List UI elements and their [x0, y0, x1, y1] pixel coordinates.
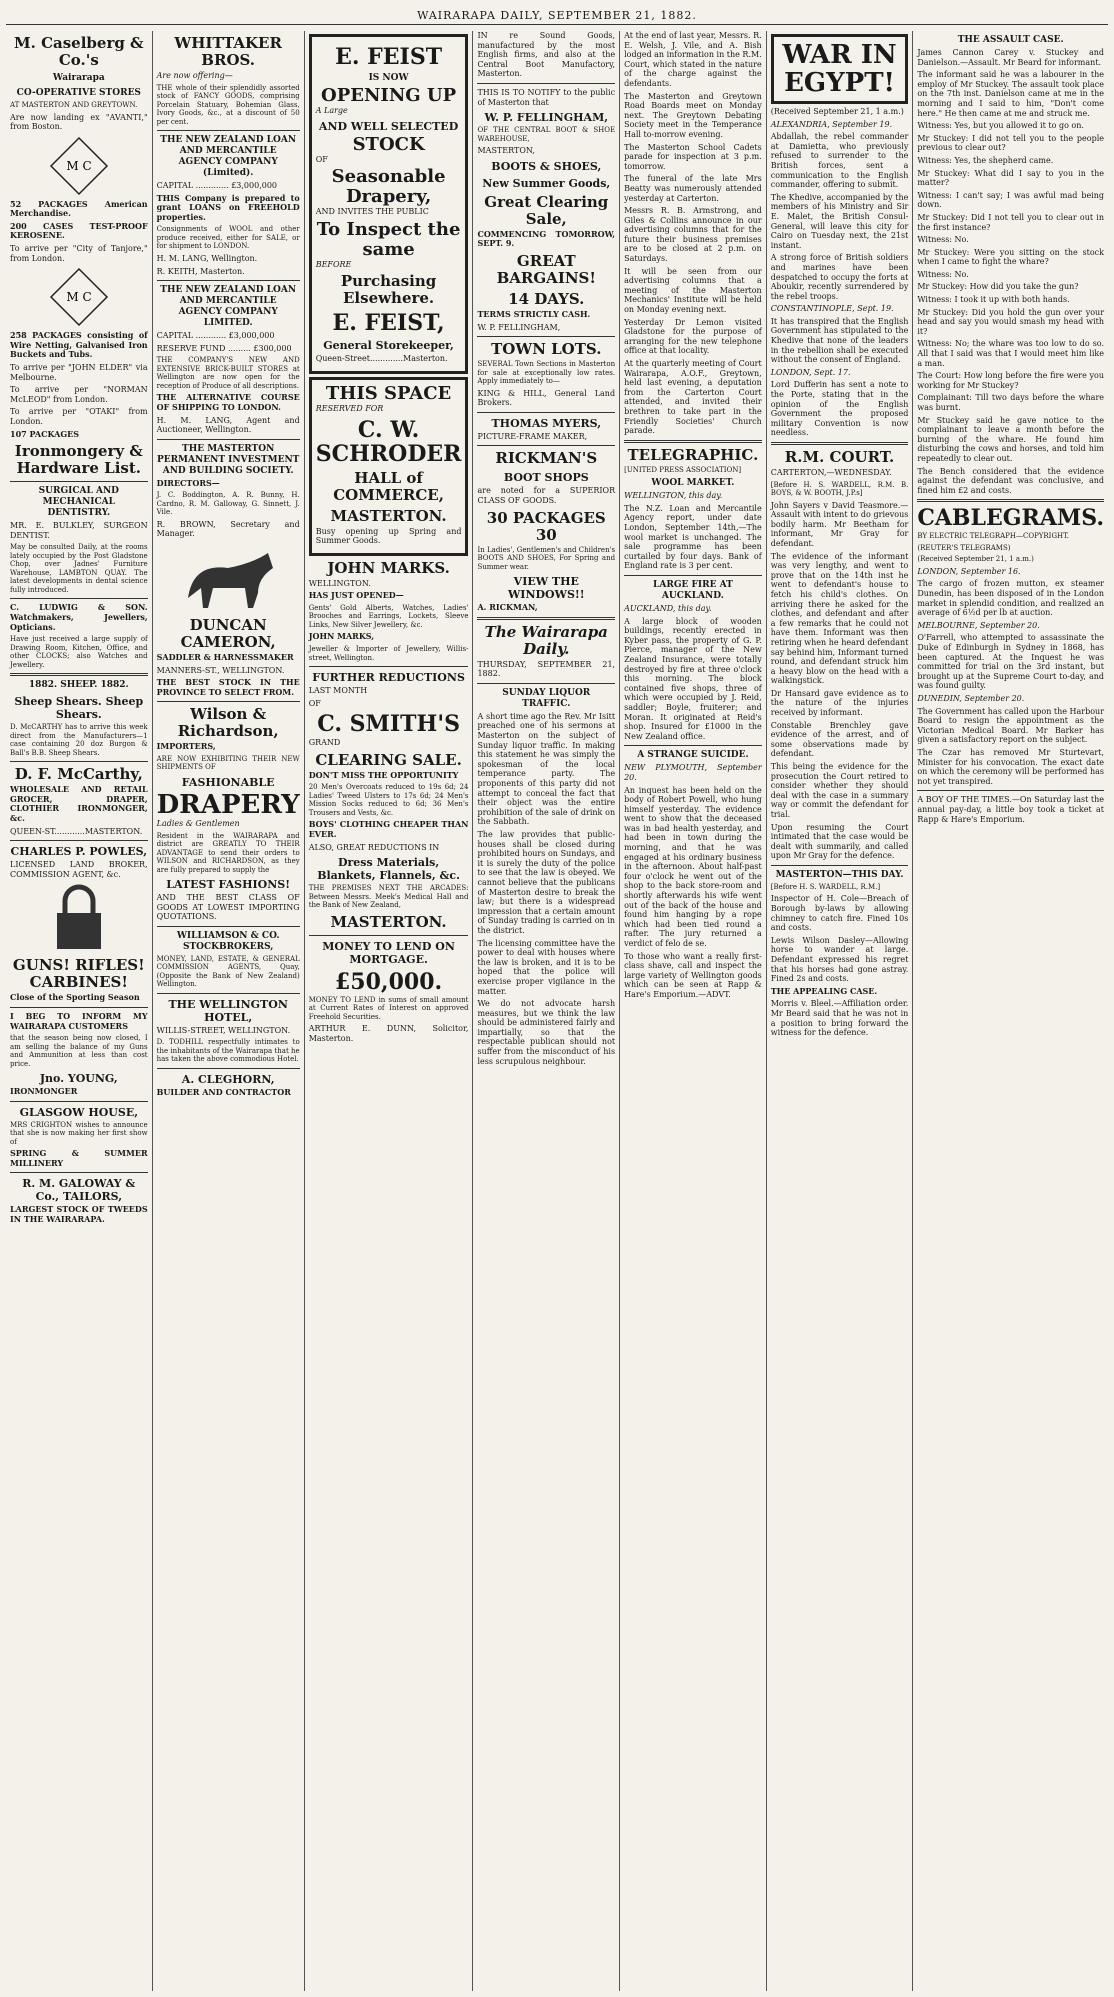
bank-lang-2: H. M. LANG, Agent and Auctioneer, Wellington. — [156, 415, 300, 435]
young-trade: IRONMONGER — [10, 1086, 78, 1097]
mccarthy-heading: D. F. McCarthy, — [14, 765, 143, 784]
feist-seasonable: Seasonable Drapery, — [331, 166, 446, 208]
fellingham-summer: New Summer Goods, — [482, 176, 611, 190]
galloway-heading: R. M. GALOWAY & Co., TAILORS, — [22, 1177, 136, 1204]
avanti-arrival: Are now landing ex "AVANTI," from Boston. — [10, 112, 148, 132]
williamson-heading: WILLIAMSON & CO. STOCKBROKERS, — [176, 930, 280, 952]
cable-melbourne: MELBOURNE, September 20. — [917, 620, 1040, 630]
london-dateline: LONDON, Sept. 17. — [770, 367, 851, 377]
telegraphic-heading: TELEGRAPHIC. — [627, 445, 759, 464]
svg-text:M C: M C — [66, 290, 92, 305]
bank-capital-2: CAPITAL ............ £3,000,000 — [156, 331, 275, 341]
svg-text:M C: M C — [66, 158, 92, 173]
ironmongery-list: Ironmongery & Hardware List. — [14, 442, 143, 478]
funeral-notice: The funeral of the late Mrs Beatty was numerously attended yesterday at Carterton. — [624, 174, 762, 203]
bank-keith: R. KEITH, Masterton. — [156, 266, 245, 276]
feist-ad — [309, 34, 469, 374]
dunn-solicitor: ARTHUR E. DUNN, Solicitor, Masterton. — [308, 1024, 469, 1043]
norman-mcleod: To arrive per "NORMAN McLEOD" from London. — [10, 385, 148, 404]
whittaker-offering: Are now offering— — [156, 71, 233, 80]
suicide-heading: A STRANGE SUICIDE. — [637, 750, 749, 761]
column-4: IN re Sound Goods, manufactured by the most English firms, and also at the Central Boot Manufactory, Masterton. THIS IS TO NOTIFY to the public of Masterton that W. P. FELLINGHAM, OF THE CENTRAL BOOT & SHOE WAREHOUSE, MASTERTON, BOOTS & SHOES, New Summer Goods, Great Clearing Sale, COMMENCING TOMORROW, SEPT. 9. GREAT BARGAINS! 14 DAYS. TERMS STRICTLY CASH. W. P. FELLINGHAM, TOWN LOTS. SEVERAL Town Sections in Masterton for sale at exceptionally low rates. Apply immediately to— KING & HILL, General Land Brokers. THOMAS MYERS, PICTURE-FRAME MAKER, RICKMAN'S BOOT SHOPS are noted for a SUPERIOR CLASS OF GOODS. 30 PACKAGES 30 In Ladies', Gentlemen's and Children's BOOTS AND SHOES, For Spring and Summer wear. VIEW THE WINDOWS!! A. RICKMAN, The Wairarapa Daily. THURSDAY, SEPTEMBER 21, 1882. SUNDAY LIQUOR TRAFFIC. A short time ago the Rev. Mr Isitt preached one of his sermons at Masterton on the subject of Sunday liquor traffic. In making this statement he was simply the spokesman of the local temperance party. The proponents of this party did not attempt to conceal the fact that their object was the entire prohibition of the sale of drink on the Sabbath. The law provides that public-houses shall be closed during prohibited hours on Sundays, and it is surely the duty of the police to see that the law is obeyed. We cannot believe that the publicans of Masterton desire to break the law; but there is a widespread impression that a certain amount of Sunday trading is carried on in the district. The licensing committee have the power to deal with houses where the law is broken, and it is to be hoped that the police will exercise proper vigilance in the matter. We do not advocate harsh measures, but we think the law should be administered fairly and impartially, so that the respectable publican should not suffer from the misconduct of his less scrupulous neighbour. — [473, 31, 620, 1991]
marks-opened: HAS JUST OPENED— — [308, 590, 404, 601]
war-received: (Received September 21, 1 a.m.) — [770, 107, 904, 116]
guns-heading: GUNS! RIFLES! CARBINES! — [12, 956, 145, 992]
feist-storekeeper: General Storekeeper, — [323, 339, 454, 353]
john-elder: To arrive per "JOHN ELDER" via Melbourne. — [10, 363, 148, 382]
sporting-season: Close of the Sporting Season — [10, 992, 140, 1003]
bank-heading-2: THE NEW ZEALAND LOAN AND MERCANTILE AGENCY COMPANY LIMITED. — [160, 285, 297, 329]
mccarthy-trade: WHOLESALE AND RETAIL GROCER, DRAPER, CLOTHIER IRONMONGER, &c. — [10, 784, 148, 823]
galloway-tweeds: LARGEST STOCK OF TWEEDS IN THE WAIRARAPA. — [10, 1204, 148, 1224]
permanent-heading: THE MASTERTON PERMANENT INVESTMENT AND BUILDING SOCIETY. — [156, 443, 300, 476]
schroder-ad — [309, 377, 469, 556]
feist-purchasing: Purchasing Elsewhere. — [340, 272, 437, 308]
ladies-gentlemen: Ladies & Gentlemen — [156, 818, 240, 828]
further-reductions: FURTHER REDUCTIONS — [312, 671, 465, 685]
sheep-shears: Sheep Shears. Sheep Shears. — [14, 695, 144, 722]
caselberg-stores: CO-OPERATIVE STORES — [16, 88, 141, 98]
feist-stock: STOCK — [352, 133, 425, 155]
carterton-dateline: CARTERTON,—WEDNESDAY. — [770, 468, 892, 477]
smith-masterton: MASTERTON. — [330, 912, 447, 931]
great-clearing: Great Clearing Sale, — [484, 192, 609, 228]
glasgow-heading: GLASGOW HOUSE, — [19, 1105, 139, 1119]
fellingham-boots: BOOTS & SHOES, — [491, 159, 602, 173]
lowest-quotations: AND THE BEST CLASS OF GOODS AT LOWEST IMPORTING QUOTATIONS. — [156, 893, 300, 922]
rickman-superior: are noted for a SUPERIOR CLASS OF GOODS. — [477, 486, 616, 505]
cable-london: LONDON, September 16. — [917, 566, 1021, 576]
sound-goods: IN re Sound Goods, manufactured by the most English firms, and also at the Central Boot Manufactory, Masterton. — [477, 31, 616, 79]
feist-well-selected: AND WELL SELECTED — [318, 119, 459, 133]
horse-illustration-icon — [157, 543, 300, 613]
inform-customers: I BEG TO INFORM MY WAIRARAPA CUSTOMERS — [10, 1010, 148, 1031]
ludwig: C. LUDWIG & SON. Watchmakers, Jewellers, Opticians. — [10, 602, 148, 632]
caselberg-sub: Wairarapa — [52, 73, 105, 83]
duncan-trade: SADDLER & HARNESSMAKER — [156, 652, 294, 662]
smith-boys: BOYS' CLOTHING CHEAPER THAN EVER. — [308, 819, 469, 839]
fire-dateline: AUCKLAND, this day. — [624, 604, 712, 613]
fashionable: FASHIONABLE — [181, 775, 275, 789]
bank-reserve: RESERVE FUND ......... £300,000 — [156, 343, 292, 353]
wilson-heading: Wilson & Richardson, — [177, 705, 279, 741]
reserved-for: RESERVED FOR — [315, 403, 384, 413]
fellingham-masterton: MASTERTON, — [477, 146, 535, 156]
myers-trade: PICTURE-FRAME MAKER, — [477, 431, 588, 441]
powles-trade: LICENSED LAND BROKER, COMMISSION AGENT, &c. — [10, 860, 148, 879]
fellingham-central: OF THE CENTRAL BOOT & SHOE WAREHOUSE, — [477, 126, 616, 143]
drapery: DRAPERY — [156, 789, 300, 820]
carterton-bench: [Before H. S. WARDELL, R.M. B. BOYS, & W. BOOTH, J.P.s] — [770, 480, 909, 498]
duncan-address: MANNERS-ST., WELLINGTON. — [156, 665, 285, 675]
paper-date: THURSDAY, SEPTEMBER 21, 1882. — [477, 659, 616, 679]
war-banner — [771, 34, 909, 104]
hotel-location: WILLIS-STREET, WELLINGTON. — [156, 1025, 291, 1035]
feist-heading-2: E. FEIST, — [332, 310, 445, 337]
diamond-logo-icon — [10, 136, 148, 196]
money-amount: £50,000. — [335, 968, 443, 995]
feist-inspect: To Inspect the same — [316, 218, 461, 260]
schroder-hall: HALL of COMMERCE, — [333, 468, 444, 504]
smith-address: THE PREMISES NEXT THE ARCADES: Between Messrs. Meek's Medical Hall and the Bank of New Zealand, — [308, 884, 469, 910]
boy-of-times: A BOY OF THE TIMES.—On Saturday last the annual pay-day, a little boy took a ticket at Rapp & Hare's Emporium. — [917, 795, 1105, 824]
marks-name: JOHN MARKS, — [308, 631, 375, 642]
feist-invites: AND INVITES THE PUBLIC — [315, 207, 429, 217]
smith-dont-miss: DON'T MISS THE OPPORTUNITY — [308, 769, 459, 780]
feist-opening: OPENING UP — [321, 85, 457, 106]
mccarthy-address: QUEEN-ST............MASTERTON. — [10, 826, 143, 836]
bank-loans: THIS Company is prepared to grant LOANS on FREEHOLD properties. — [156, 192, 300, 222]
masthead-title: WAIRARAPA DAILY, SEPTEMBER 21, 1882. — [417, 8, 697, 22]
terms-cash: TERMS STRICTLY CASH. — [477, 308, 591, 319]
fellingham-notice: THIS IS TO NOTIFY to the public of Masterton that — [477, 87, 616, 107]
dentistry-heading: SURGICAL AND MECHANICAL DENTISTRY. — [38, 486, 119, 519]
alexandria-dateline: ALEXANDRIA, September 19. — [770, 119, 893, 129]
money-heading: MONEY TO LEND ON MORTGAGE. — [322, 939, 455, 966]
diamond-logo-icon-2 — [10, 267, 148, 327]
wilson-exhibiting: ARE NOW EXHIBITING THEIR NEW SHIPMENTS OF — [156, 754, 300, 772]
bank-lang: H. M. LANG, Wellington. — [156, 253, 258, 263]
appealing-case: THE APPEALING CASE. — [770, 985, 878, 996]
young-heading: Jno. YOUNG, — [39, 1072, 118, 1086]
smith-dress: Dress Materials, Blankets, Flannels, &c. — [317, 856, 460, 883]
rickman-signature: A. RICKMAN, — [477, 602, 538, 613]
column-7: THE ASSAULT CASE. James Cannon Carey v. Stuckey and Danielson.—Assault. Mr Beard for informant. The informant said he was a labourer in the employ of Mr Stuckey. The assault took place on the 7th inst. Danielson came at me in the morning and I said to him, "Don't come here." He then came at me and struck me. Witness: Yes, but you allowed it to go on. Mr Stuckey: I did not tell you to the people previous to clear out? Witness: Yes, the shepherd came. Mr Stuckey: What did I say to you in the matter? Witness: I can't say; I was awful mad being down. Mr Stuckey: Did I not tell you to clear out in the first instance? Witness: No. Mr Stuckey: Were you sitting on the stock when I came to fight the whare? Witness: No. Mr Stuckey: How did you take the gun? Witness: I took it up with both hands. Mr Stuckey: Did you hold the gun over your head and say you would smash my head with it? Witness: No; the whare was too low to do so. All that I said was that I would meet him like a man. The Court: How long before the fire were you working for Mr Stuckey? Complainant: Till two days before the whare was burnt. Mr Stuckey said he gave notice to the complainant to leave a month before the burning of the whare. He found him disturbing the cows and horses, and told him repeatedly to clear out. The Bench considered that the evidence against the defendant was conclusive, and fined him £2 and costs. CABLEGRAMS. BY ELECTRIC TELEGRAPH—COPYRIGHT. (REUTER'S TELEGRAMS) (Received September 21, 1 a.m.) LONDON, September 16. The cargo of frozen mutton, ex steamer Dunedin, has been disposed of in the London market in splendid condition, and realized an average of 6½d per lb at auction. MELBOURNE, September 20. O'Farrell, who attempted to assassinate the Duke of Edinburgh in Sydney in 1868, has been captured. At the Inquest he was committed for trial on the 3rd instant, but brought up at the Supreme Court to-day, and was found guilty. DUNEDIN, September 20. The Government has called upon the Harbour Board to resign the appointment as the Victorian Medical Board. Mr Barker has given a satisfactory report on the subject. The Czar has removed Mr Sturtevart, Minister for his convocation. The exact date on which the ceremony will be performed has not yet transpired. A BOY OF THE TIMES.—On Saturday last the annual pay-day, a little boy took a ticket at Rapp & Hare's Emporium. — [917, 35, 1105, 824]
marks-address: Jeweller & Importer of Jewellery, Willis-street, Wellington. — [308, 645, 469, 662]
cablegrams-reuters: (REUTER'S TELEGRAMS) — [917, 543, 1011, 552]
hotel-heading: THE WELLINGTON HOTEL, — [168, 997, 288, 1024]
marks-location: WELLINGTON. — [308, 578, 371, 588]
feist-large: A Large — [315, 106, 348, 115]
cleghorn-heading: A. CLEGHORN, — [181, 1072, 275, 1086]
rickman-heading: RICKMAN'S — [495, 449, 598, 468]
column-1: M. Caselberg & Co.'s Wairarapa CO-OPERATIVE STORES AT MASTERTON AND GREYTOWN. Are now landing ex "AVANTI," from Boston. M C 52 PACKAGES American Merchandise. 200 CASES TEST-PROOF KEROSENE. To arrive per "City of Tanjore," from London. M C 258 PACKAGES consisting of Wire Netting, Galvanised Iron Buckets and Tubs. To arrive per "JOHN ELDER" via Melbourne. To arrive per "NORMAN McLEOD" from London. To arrive per "OTAKI" from London. 107 PACKAGES Ironmongery & Hardware List. SURGICAL AND MECHANICAL DENTISTRY. MR. E. BULKLEY, SURGEON DENTIST. May be consulted Daily, at the rooms lately occupied by the Post Gladstone Chop, over Jadnes' Furniture Warehouse, LAMBTON QUAY. The latest developments in dental science fully introduced. C. LUDWIG & SON. Watchmakers, Jewellers, Opticians. Have just received a large supply of Drawing Room, Kitchen, Office, and other CLOCKS; also Watches and Jewellery. 1882. SHEEP. 1882. Sheep Shears. Sheep Shears. D. McCARTHY has to arrive this week direct from the Manufacturers—1 case containing 20 doz Burgon & Ball's B.B. Sheep Shears. D. F. McCarthy, WHOLESALE AND RETAIL GROCER, DRAPER, CLOTHIER IRONMONGER, &c. QUEEN-ST............MASTERTON. CHARLES P. POWLES, LICENSED LAND BROKER, COMMISSION AGENT, &c. GUNS! RIFLES! CARBINES! Close of the Sporting Season I BEG TO INFORM MY WAIRARAPA CUSTOMERS that the season being now closed, I am selling the balance of my Guns and Ammunition at less than cost price. Jno. YOUNG, IRONMONGER GLASGOW HOUSE, MRS CRIGHTON wishes to announce that she is now making her first show of SPRING & SUMMER MILLINERY R. M. GALOWAY & Co., TAILORS, LARGEST STOCK OF TWEEDS IN THE WAIRARAPA. — [6, 31, 153, 1991]
packages-107: 107 PACKAGES — [10, 428, 80, 439]
marks-heading: JOHN MARKS. — [327, 558, 450, 577]
masterton-dateline: MASTERTON—THIS DAY. — [775, 869, 904, 880]
city-tanjore: To arrive per "City of Tanjore," from London. — [10, 244, 148, 263]
press-association: [UNITED PRESS ASSOCIATION] — [624, 465, 742, 474]
smith-of: OF — [308, 698, 321, 708]
cable-dunedin: DUNEDIN, September 20. — [917, 693, 1025, 703]
duncan-stock: THE BEST STOCK IN THE PROVINCE TO SELECT FROM. — [156, 677, 300, 697]
this-space: THIS SPACE — [325, 382, 452, 404]
fellingham-heading: W. P. FELLINGHAM, — [484, 111, 609, 125]
caselberg-location: AT MASTERTON AND GREYTOWN. — [10, 101, 138, 109]
fellingham-signature: W. P. FELLINGHAM, — [477, 322, 561, 332]
wilson-importers: IMPORTERS, — [156, 741, 216, 752]
money-terms: MONEY TO LEND in sums of small amount at Current Rates of Interest on approved Freehold Securities. — [308, 995, 469, 1021]
brown-secretary: R. BROWN, Secretary and Manager. — [156, 519, 300, 539]
otaki: To arrive per "OTAKI" from London. — [10, 407, 148, 426]
rickman-boot-shops: BOOT SHOPS — [503, 471, 589, 485]
bank-capital-1: CAPITAL ............. £3,000,000 — [156, 181, 278, 191]
town-lots: TOWN LOTS. — [491, 340, 602, 359]
cadets-parade: The Masterton School Cadets parade for inspection at 3 p.m. tomorrow. — [624, 142, 762, 171]
feist-before: BEFORE — [315, 259, 352, 269]
war-heading: WAR IN EGYPT! — [782, 40, 897, 98]
feist-address: Queen-Street.............Masterton. — [315, 354, 448, 364]
fourteen-days: 14 DAYS. — [508, 289, 585, 308]
rickman-packages: 30 PACKAGES 30 — [486, 508, 606, 544]
feist-of: OF — [315, 154, 328, 164]
cases-200: 200 CASES TEST-PROOF KEROSENE. — [10, 220, 148, 241]
cablegrams-heading: CABLEGRAMS. — [917, 505, 1105, 532]
rickman-boots: In Ladies', Gentlemen's and Children's BOOTS AND SHOES, For Spring and Summer wear. — [477, 545, 616, 571]
padlock-illustration-icon — [10, 883, 148, 953]
wool-dateline: WELLINGTON, this day. — [624, 491, 723, 501]
last-month: LAST MONTH — [308, 686, 368, 696]
rm-court-heading: R.M. COURT. — [784, 448, 895, 466]
column-5: At the end of last year, Messrs. R. E. Welsh, J. Vile, and A. Bish lodged an information in the R.M. Court, which stated in the nature of the charge against the defendants. The Masterton and Greytown Road Boards meet on Monday next. The Greytown Debating Society meet in the Temperance Hall to-morrow evening. The Masterton School Cadets parade for inspection at 3 p.m. tomorrow. The funeral of the late Mrs Beatty was numerously attended yesterday at Carterton. Messrs R. B. Armstrong, and Giles & Collins announce in our advertising columns that for the future their business premises are to be closed at 2 p.m. on Saturdays. It will be seen from our advertising columns that a meeting of the Masterton Mechanics' Institute will be held on Monday evening next. Yesterday Dr Lemon visited Gladstone for the purpose of arranging for the new telephone office at that locality. At the quarterly meeting of Court Wairarapa, A.O.F., Greytown, held last evening, a deputation from the Carterton Court attended, and invited their brethren to take part in the Friendly Societies' Church parade. TELEGRAPHIC. [UNITED PRESS ASSOCIATION] WOOL MARKET. WELLINGTON, this day. The N.Z. Loan and Mercantile Agency report, under date London, September 14th,—The wool market is unchanged. The sale programme has been curtailed by four days. Bank of England rate is 3 per cent. LARGE FIRE AT AUCKLAND. AUCKLAND, this day. A large block of wooden buildings, recently erected in Kyber pass, the property of G. P. Pierce, manager of the New Zealand Insurance, were totally destroyed by fire at three o'clock this morning. The block contained five shops, three of which were occupied by J. Reid, saddler; Boyle, fruiterer; and Moran. It originated at Reid's shop. Insured for £1000 in the New Zealand office. A STRANGE SUICIDE. NEW PLYMOUTH, September 20. An inquest has been held on the body of Robert Powell, who hung himself yesterday. The evidence went to show that the deceased was in bad health yesterday, and had been in town during the morning, and that he was engaged at his ordinary business in the afternoon. About half-past four o'clock he went out of the shop to the back store-room and shortly afterwards his wife went out of the back of the house and found him hanging by a rope which had been tied round a rafter. The jury returned a verdict of felo de se. To those who want a really first-class shave, call and inspect the large variety of Wellington goods which can be seen at Rapp & Hare's Emporium.—ADVT. — [620, 31, 767, 1991]
myers-heading: THOMAS MYERS, — [491, 416, 602, 430]
powles-heading: CHARLES P. POWLES, — [10, 845, 148, 859]
suicide-dateline: NEW PLYMOUTH, September 20. — [624, 763, 762, 782]
schroder-heading: C. W. SCHRODER — [315, 416, 462, 467]
bank-stores: THE COMPANY'S NEW AND EXTENSIVE BRICK-BUILT STORES at Wellington are now open for the reception of Produce of all descriptions. — [156, 356, 300, 390]
column-3: E. FEIST IS NOW OPENING UP A Large AND WELL SELECTED STOCK OF Seasonable Drapery, AND INVITES THE PUBLIC To Inspect the same BEFORE Purchasing Elsewhere. E. FEIST, General Storekeeper, Queen-Street.............Masterton. THIS SPACE RESERVED FOR C. W. SCHRODER HALL of COMMERCE, MASTERTON. Busy opening up Spring and Summer Goods. JOHN MARKS. WELLINGTON. HAS JUST OPENED— Gents' Gold Alberts, Watches, Ladies' Brooches and Earrings, Lockets, Sleeve Links, New Silver Jewellery, &c. JOHN MARKS, Jeweller & Importer of Jewellery, Willis-street, Wellington. FURTHER REDUCTIONS LAST MONTH OF C. SMITH'S GRAND CLEARING SALE. DON'T MISS THE OPPORTUNITY 20 Men's Overcoats reduced to 19s 6d; 24 Ladies' Tweed Ulsters to 17s 6d; 24 Men's Mission Socks reduced to 6d; 36 Men's Trousers and Vests, &c. BOYS' CLOTHING CHEAPER THAN EVER. ALSO, GREAT REDUCTIONS IN Dress Materials, Blankets, Flannels, &c. THE PREMISES NEXT THE ARCADES: Between Messrs. Meek's Medical Hall and the Bank of New Zealand, MASTERTON. MONEY TO LEND ON MORTGAGE. £50,000. MONEY TO LEND in sums of small amount at Current Rates of Interest on approved Freehold Securities. ARTHUR E. DUNN, Solicitor, Masterton. — [305, 31, 474, 1991]
sheep-year: 1882. SHEEP. 1882. — [28, 680, 129, 691]
alternative-course: THE ALTERNATIVE COURSE OF SHIPPING TO LONDON. — [156, 392, 300, 412]
packages-258: 258 PACKAGES consisting of Wire Netting, Galvanised Iron Buckets and Tubs. — [10, 330, 148, 360]
commencing: COMMENCING TOMORROW, SEPT. 9. — [477, 228, 616, 249]
whittaker-heading: WHITTAKER BROS. — [174, 34, 282, 69]
schroder-masterton: MASTERTON. — [330, 506, 447, 525]
constantinople-dateline: CONSTANTINOPLE, Sept. 19. — [770, 304, 894, 314]
wool-market: WOOL MARKET. — [651, 478, 735, 489]
great-bargains: GREAT BARGAINS! — [496, 251, 596, 287]
packages-52: 52 PACKAGES American Merchandise. — [10, 198, 148, 219]
schroder-busy: Busy opening up Spring and Summer Goods. — [315, 526, 462, 546]
assault-heading: THE ASSAULT CASE. — [957, 35, 1064, 45]
events-paragraph: At the end of last year, Messrs. R. E. Welsh, J. Vile, and A. Bish lodged an information in the R.M. Court, which stated in the nature of the charge against the defendants. — [624, 31, 762, 88]
duncan-heading: DUNCAN CAMERON, — [180, 616, 276, 651]
columns — [6, 31, 1108, 1991]
column-2: WHITTAKER BROS. Are now offering— THE whole of their splendidly assorted stock of FANCY GOODS, comprising Porcelain Statuary, Bohemian Glass, Ivory Goods, &c., at a discount of 50 per cent. THE NEW ZEALAND LOAN AND MERCANTILE AGENCY COMPANY (Limited). CAPITAL ............. £3,000,000 THIS Company is prepared to grant LOANS on FREEHOLD properties. Consignments of WOOL and other produce received, either for SALE, or for shipment to LONDON. H. M. LANG, Wellington. R. KEITH, Masterton. THE NEW ZEALAND LOAN AND MERCANTILE AGENCY COMPANY LIMITED. CAPITAL ............ £3,000,000 RESERVE FUND ......... £300,000 THE COMPANY'S NEW AND EXTENSIVE BRICK-BUILT STORES at Wellington are now open for the reception of Produce of all descriptions. THE ALTERNATIVE COURSE OF SHIPPING TO LONDON. H. M. LANG, Agent and Auctioneer, Wellington. THE MASTERTON PERMANENT INVESTMENT AND BUILDING SOCIETY. DIRECTORS— J. C. Boddington, A. R. Bunny, H. Cardno, R. M. Galloway, G. Sinnett, J. Vile. R. BROWN, Secretary and Manager. DUNCAN CAMERON, SADDLER & HARNESSMAKER MANNERS-ST., WELLINGTON. THE BEST STOCK IN THE PROVINCE TO SELECT FROM. Wilson & Richardson, IMPORTERS, ARE NOW EXHIBITING THEIR NEW SHIPMENTS OF FASHIONABLE DRAPERY Ladies & Gentlemen Resident in the WAIRARAPA and district are GREATLY TO THEIR ADVANTAGE to send their orders to WILSON and RICHARDSON, as they are fully prepared to supply the LATEST FASHIONS! AND THE BEST CLASS OF GOODS AT LOWEST IMPORTING QUOTATIONS. WILLIAMSON & CO. STOCKBROKERS, MONEY, LAND, ESTATE, & GENERAL COMMISSION AGENTS, Quay, (Opposite the Bank of New Zealand) Wellington. THE WELLINGTON HOTEL, WILLIS-STREET, WELLINGTON. D. TODHILL respectfully intimates to the inhabitants of the Wairarapa that he has taken the above commodious Hotel. A. CLEGHORN, BUILDER AND CONTRACTOR — [153, 31, 305, 1991]
bank-heading-1: THE NEW ZEALAND LOAN AND MERCANTILE AGENCY COMPANY (Limited). — [160, 135, 297, 179]
masthead — [6, 6, 1108, 25]
feist-is-now: IS NOW — [368, 73, 409, 83]
cablegrams-sub: BY ELECTRIC TELEGRAPH—COPYRIGHT. — [917, 532, 1070, 541]
smith-heading: C. SMITH'S — [317, 711, 460, 738]
king-hill: KING & HILL, General Land Brokers. — [477, 388, 616, 408]
caselberg-heading: M. Caselberg & Co.'s — [14, 34, 144, 69]
bulkley: MR. E. BULKLEY, SURGEON DENTIST. — [10, 521, 148, 540]
smith-clearing: CLEARING SALE. — [315, 750, 462, 769]
feist-heading: E. FEIST — [335, 44, 443, 70]
smith-great-reductions: ALSO, GREAT REDUCTIONS IN — [308, 842, 440, 852]
latest-fashions: LATEST FASHIONS! — [166, 878, 291, 892]
column-6: WAR IN EGYPT! (Received September 21, 1 a.m.) ALEXANDRIA, September 19. Abdallah, the rebel commander at Damietta, who previously refused to surrender to the British forces, sent a communication to the English commander, offering to submit. The Khedive, accompanied by the members of his Ministry and Sir E. Malet, the British Consul-General, will leave this city for Cairo on Tuesday next, the 21st instant. A strong force of British soldiers and marines have been despatched to occupy the forts at Aboukir, recently surrendered by the rebel troops. CONSTANTINOPLE, Sept. 19. It has transpired that the English Government has stipulated to the Khedive that none of the leaders in the rebellion shall be executed without the consent of England. LONDON, Sept. 17. Lord Dufferin has sent a note to the Porte, stating that in the opinion of the English Government the proposed military Convention is now needless. R.M. COURT. CARTERTON,—WEDNESDAY. [Before H. S. WARDELL, R.M. B. BOYS, & W. BOOTH, J.P.s] John Sayers v David Teasmore.—Assault with intent to do grievous bodily harm. Mr Beetham for informant, Mr Gray for defendant. The evidence of the informant was very lengthy, and went to prove that on the 14th inst he went to defendant's house to fetch his child's clothes. On arriving there he asked for the clothes, and defendant and after a few remarks that he could not have them. Informant was then retiring when he heard defendant say behind him, Informant turned round, and defendant struck him a heavy blow on the head with a walkingstick. Dr Hansard gave evidence as to the nature of the injuries received by informant. Constable Brenchley gave evidence of the arrest, and of some observations made by defendant. This being the evidence for the prosecution the Court retired to consider whether they should deal with the case in a summary way or commit the defendant for trial. Upon resuming the Court intimated that the case would be dealt with summarily, and called upon Mr Gray for the defence. MASTERTON—THIS DAY. [Before H. S. WARDELL, R.M.] Inspector of H. Cole—Breach of Borough by-laws by allowing chimney to catch fire. Fined 10s and costs. Lewis Wilson Dasley—Allowing horse to wander at large. Defendant expressed his regret that his horses had gone astray. Fined 2s and costs. THE APPEALING CASE. Morris v. Bleel.—Affiliation order. Mr Beard said that he was not in a position to bring forward the witness for the defence. — [767, 31, 914, 1991]
directors: DIRECTORS— — [156, 477, 220, 488]
cleghorn-trade: BUILDER AND CONTRACTOR — [156, 1086, 291, 1097]
rickman-view: VIEW THE WINDOWS!! — [507, 575, 585, 602]
masterton-bench: [Before H. S. WARDELL, R.M.] — [770, 882, 881, 891]
sunday-heading: SUNDAY LIQUOR TRAFFIC. — [502, 687, 591, 709]
fire-heading: LARGE FIRE AT AUCKLAND. — [653, 580, 733, 601]
smith-grand: GRAND — [308, 738, 341, 748]
cablegrams-received: (Received September 21, 1 a.m.) — [917, 555, 1034, 564]
spring-millinery: SPRING & SUMMER MILLINERY — [10, 1148, 148, 1168]
paper-title: The Wairarapa Daily. — [484, 622, 608, 658]
